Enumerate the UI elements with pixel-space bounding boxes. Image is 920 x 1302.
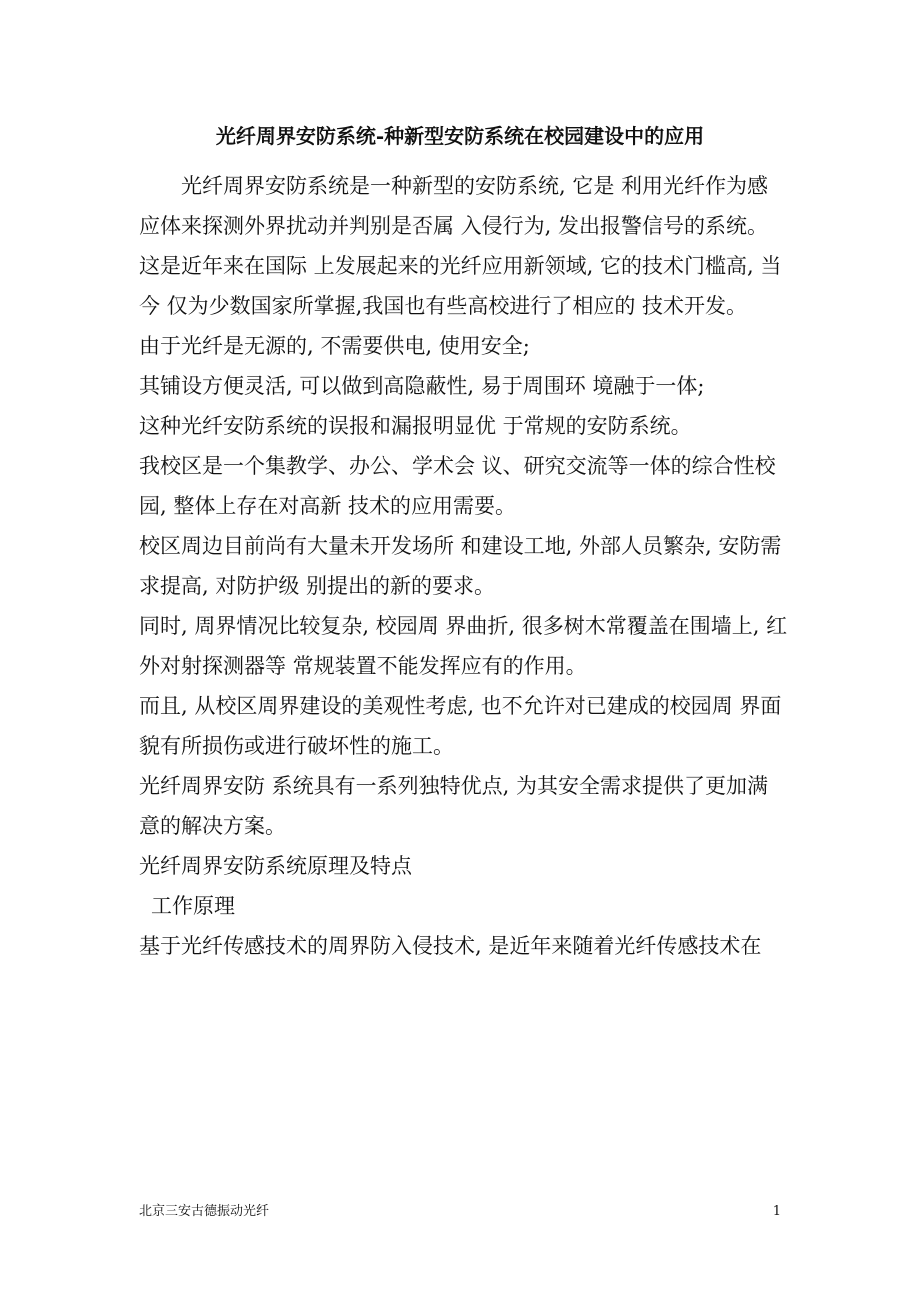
paragraph-perimeter-complexity: 同时, 周界情况比较复杂, 校园周 界曲折, 很多树木常覆盖在围墙上, 红外对射探测器等 常规装置不能发挥应有的作用。 xyxy=(139,614,788,678)
footer-company: 北京三安古德振动光纤 xyxy=(139,1204,270,1219)
paragraph-false-alarm: 这种光纤安防系统的误报和漏报明显优 于常规的安防系统。 xyxy=(139,414,692,438)
page-number: 1 xyxy=(772,1204,781,1219)
document-title: 光纤周界安防系统-种新型安防系统在校园建设中的应用 xyxy=(215,124,705,148)
paragraph-installation: 其铺设方便灵活, 可以做到高隐蔽性, 易于周围环 境融于一体; xyxy=(139,374,705,398)
paragraph-campus: 我校区是一个集教学、办公、学术会 议、研究交流等一体的综合性校园, 整体上存在对高新 技术的应用需要。 xyxy=(139,454,776,518)
subsection-heading-working-principle: 工作原理 xyxy=(151,894,235,918)
document-body xyxy=(139,166,789,966)
paragraph-aesthetics: 而且, 从校区周界建设的美观性考虑, 也不允许对已建成的校园周 界面貌有所损伤或进行破坏性的施工。 xyxy=(139,694,782,758)
paragraph-advantages: 光纤周界安防 系统具有一系列独特优点, 为其安全需求提供了更加满意的解决方案。 xyxy=(139,774,769,838)
section-heading-principles: 光纤周界安防系统原理及特点 xyxy=(139,854,412,878)
paragraph-surroundings: 校区周边目前尚有大量未开发场所 和建设工地, 外部人员繁杂, 安防需求提高, 对防护级 别提出的新的要求。 xyxy=(139,534,782,598)
paragraph-passive-fiber: 由于光纤是无源的, 不需要供电, 使用安全; xyxy=(139,334,530,358)
paragraph-intro: 光纤周界安防系统是一种新型的安防系统, 它是 利用光纤作为感应体来探测外界扰动并判别是否属 入侵行为, 发出报警信号的系统。 xyxy=(139,174,769,238)
paragraph-technology: 基于光纤传感技术的周界防入侵技术, 是近年来随着光纤传感技术在 xyxy=(139,934,762,958)
paragraph-background: 这是近年来在国际 上发展起来的光纤应用新领域, 它的技术门槛高, 当今 仅为少数国家所掌握,我国也有些高校进行了相应的 技术开发。 xyxy=(139,254,782,318)
